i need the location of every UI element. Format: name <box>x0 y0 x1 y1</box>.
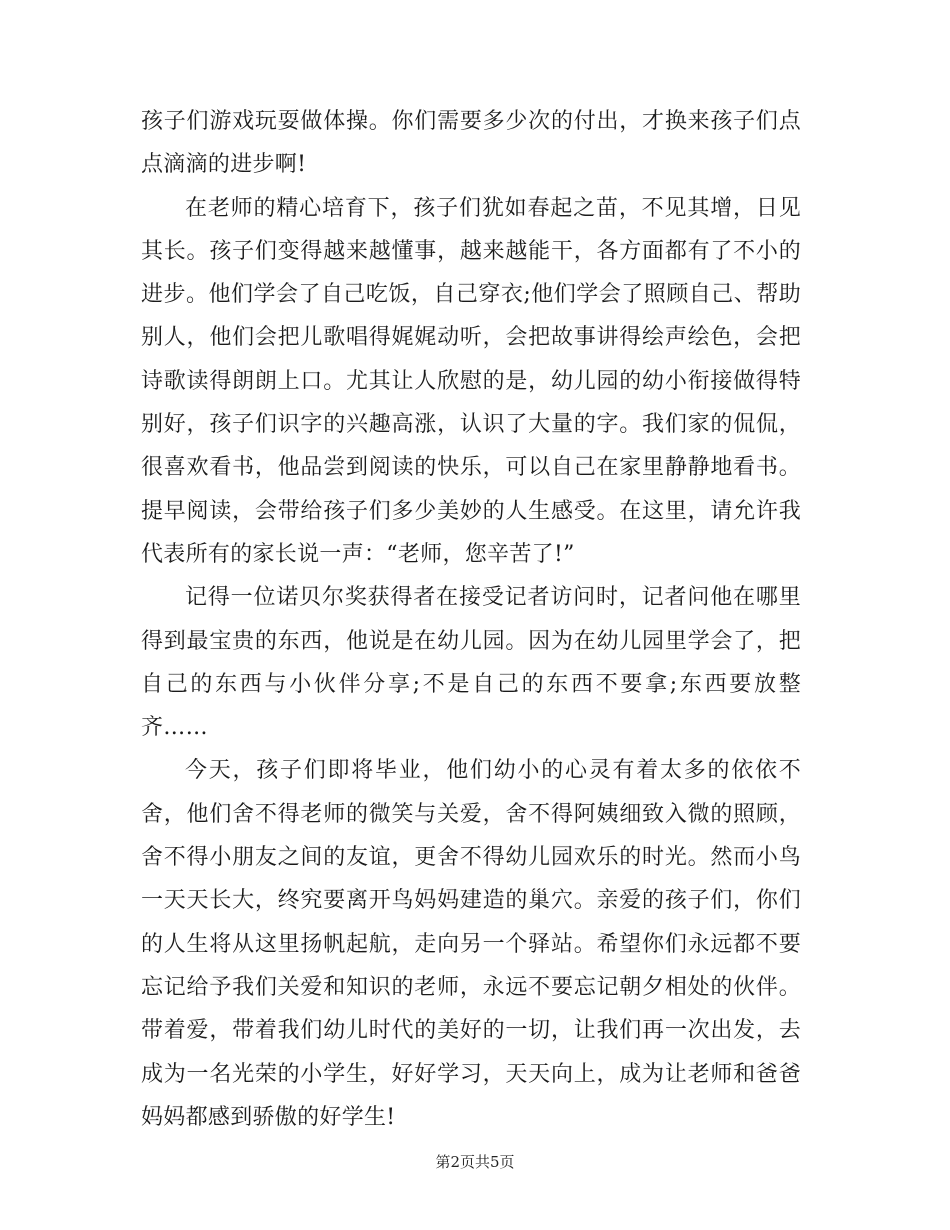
document-body <box>141 100 801 1139</box>
paragraph-1: 孩子们游戏玩耍做体操。你们需要多少次的付出，才换来孩子们点点滴滴的进步啊! <box>141 109 801 178</box>
paragraph-4: 今天，孩子们即将毕业，他们幼小的心灵有着太多的依依不舍，他们舍不得老师的微笑与关爱，舍不得阿姨细致入微的照顾，舍不得小朋友之间的友谊，更舍不得幼儿园欢乐的时光。然而小鸟一天天长大，终究要离开鸟妈妈建造的巢穴。亲爱的孩子们，你们的人生将从这里扬帆起航，走向另一个驿站。希望你们永远都不要忘记给予我们关爱和知识的老师，永远不要忘记朝夕相处的伙伴。带着爱，带着我们幼儿时代的美好的一切，让我们再一次出发，去成为一名光荣的小学生，好好学习，天天向上，成为让老师和爸爸妈妈都感到骄傲的好学生! <box>141 758 801 1130</box>
paragraph-2: 在老师的精心培育下，孩子们犹如春起之苗，不见其增，日见其长。孩子们变得越来越懂事，越来越能干，各方面都有了不小的进步。他们学会了自己吃饭，自己穿衣;他们学会了照顾自己、帮助别人，他们会把儿歌唱得娓娓动听，会把故事讲得绘声绘色，会把诗歌读得朗朗上口。尤其让人欣慰的是，幼儿园的幼小衔接做得特别好，孩子们识字的兴趣高涨，认识了大量的字。我们家的侃侃，很喜欢看书，他品尝到阅读的快乐，可以自己在家里静静地看书。提早阅读，会带给孩子们多少美妙的人生感受。在这里，请允许我代表所有的家长说一声：“老师，您辛苦了!” <box>141 195 801 567</box>
page-number-footer: 第2页共5页 <box>435 1153 515 1171</box>
paragraph-3: 记得一位诺贝尔奖获得者在接受记者访问时，记者问他在哪里得到最宝贵的东西，他说是在幼儿园。因为在幼儿园里学会了，把自己的东西与小伙伴分享;不是自己的东西不要拿;东西要放整齐…… <box>141 585 801 741</box>
